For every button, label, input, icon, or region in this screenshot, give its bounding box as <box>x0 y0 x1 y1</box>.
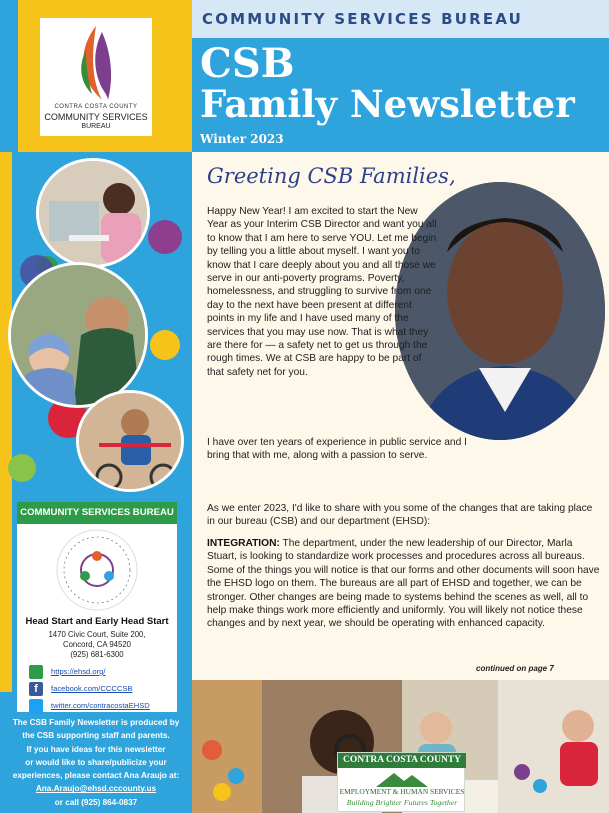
sidebar-yellow-strip <box>0 152 12 692</box>
integration-label: INTEGRATION: <box>207 538 280 549</box>
integration-text: The department, under the new leadership of our Director, Marla Stuart, is looking to standardize work processes and procedures across all bureaus. Some of the things you will notice is that our forms and other documents will soon have the EHSD logo on them. The bureaus are all part of EHSD and together, we can be stronger. Other changes are being made to systems behind the scenes as well, all to help make things work more efficiently and uniformly. You will likely not notice these changes and by next year, we should be operating with enhanced capacity. <box>207 538 600 630</box>
classroom-photo-1 <box>192 680 262 813</box>
issue-date: Winter 2023 <box>200 132 284 146</box>
bureau-banner <box>192 0 609 38</box>
logo-csb-text: COMMUNITY SERVICES <box>44 112 148 122</box>
facebook-icon: f <box>29 682 43 696</box>
website-icon <box>29 665 43 679</box>
decor-bubble <box>150 330 180 360</box>
csb-contact-box <box>17 502 177 712</box>
credits-line: the CSB supporting staff and parents. <box>22 731 170 741</box>
title-csb: CSB <box>200 40 295 87</box>
address-line-2: Concord, CA 94520 <box>62 640 132 649</box>
ehsd-logo-department: EMPLOYMENT & HUMAN SERVICES <box>339 787 465 796</box>
newsletter-title-block <box>192 38 609 152</box>
ehsd-logo <box>337 752 465 812</box>
phone-number: (925) 681-6300 <box>70 650 124 659</box>
ehsd-logo-county: CONTRA COSTA COUNTY <box>338 753 466 768</box>
program-name: Head Start and Early Head Start <box>25 616 169 627</box>
credits-line: or would like to share/publicize your <box>25 757 167 767</box>
logo-bureau-text: BUREAU <box>81 123 111 130</box>
child-photo-handwashing <box>36 158 150 268</box>
contact-box-title: COMMUNITY SERVICES BUREAU <box>17 502 177 524</box>
decor-bubble <box>148 220 182 254</box>
twitter-icon <box>29 699 43 713</box>
contact-email-link[interactable]: Ana.Araujo@ehsd.cccounty.us <box>35 784 157 794</box>
logo-county-text: CONTRA COSTA COUNTY <box>54 104 138 110</box>
painting-illustration <box>498 680 609 813</box>
flame-logo-icon <box>72 24 120 102</box>
contact-phone: or call (925) 864-0837 <box>54 797 138 807</box>
children-jackets-photo <box>8 262 148 408</box>
bureau-banner-text: COMMUNITY SERVICES BUREAU <box>202 10 524 28</box>
article-paragraph-changes: As we enter 2023, I'd like to share with you some of the changes that are taking place in our bureau (CSB) and our department (EHSD): <box>207 503 593 528</box>
article-intro-continued: I have over ten years of experience in public service and I bring that with me, along with a passion to serve. <box>207 437 467 462</box>
children-illustration <box>11 265 148 408</box>
csb-values-seal-icon <box>55 528 139 612</box>
newsletter-credits <box>0 716 192 809</box>
article-paragraph-integration <box>207 537 603 631</box>
article-intro: Happy New Year! I am excited to start the New Year as your Interim CSB Director and want you all to know that I am here to serve YOU. Let me begin by telling you a little about myself. I want you to know that I care deeply about you and all those we serve in our anti-poverty programs. Poverty, homelessness, and struggling to survive from one day to the next have been present at different points in my life and I have used many of the services that you may use now. That is what they are there for — a safety net to get us through the rough times. We at CSB are happy to be part of that safety net for you. <box>207 206 437 378</box>
website-link-text[interactable]: https://ehsd.org/ <box>51 667 106 676</box>
credits-line: experiences, please contact Ana Araujo at: <box>12 771 180 781</box>
article-greeting: Greeting CSB Families, <box>207 164 456 188</box>
toddler-painting-photo <box>498 680 609 813</box>
ehsd-logo-tagline: Building Brighter Futures Together <box>346 798 458 807</box>
twitter-link-text[interactable]: twitter.com/contracostaEHSD <box>51 701 150 710</box>
csb-logo <box>40 18 152 136</box>
facebook-link-text[interactable]: facebook.com/CCCCSB <box>51 684 133 693</box>
decor-bubble <box>8 454 36 482</box>
title-family-newsletter: Family Newsletter <box>200 82 575 126</box>
child-bike-photo <box>76 390 184 492</box>
credits-line: If you have ideas for this newsletter <box>26 744 166 754</box>
header-blue-edge <box>0 0 18 152</box>
continued-note: continued on page 7 <box>476 664 554 673</box>
classroom-illustration <box>192 680 262 813</box>
credits-line: The CSB Family Newsletter is produced by <box>12 718 180 727</box>
mountain-logo-icon <box>376 769 428 787</box>
address-line-1: 1470 Civic Court, Suite 200, <box>48 630 146 639</box>
